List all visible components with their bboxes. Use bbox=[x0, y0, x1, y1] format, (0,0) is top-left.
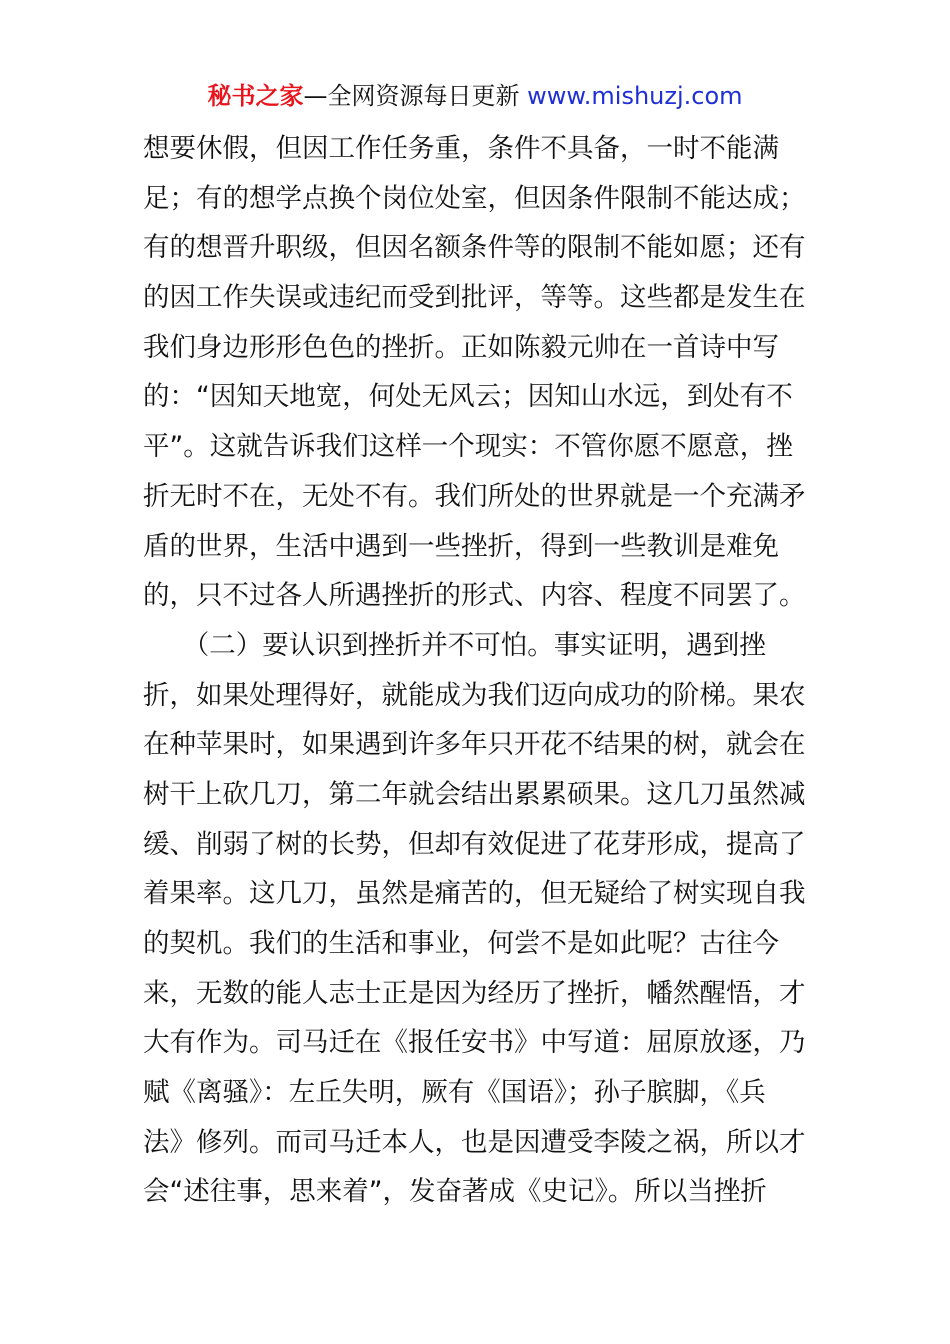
text-line: 在种苹果时，如果遇到许多年只开花不结果的树，就会在 bbox=[143, 729, 806, 761]
text-line: 足；有的想学点换个岗位处室，但因条件限制不能达成； bbox=[143, 182, 806, 214]
text-line: 平”。这就告诉我们这样一个现实：不管你愿不愿意，挫 bbox=[143, 431, 793, 463]
text-line: （二）要认识到挫折并不可怕。事实证明，遇到挫 bbox=[143, 629, 766, 661]
text-line: 盾的世界，生活中遇到一些挫折，得到一些教训是难免 bbox=[143, 530, 779, 562]
text-line: 会“述往事，思来着”，发奋著成《史记》。所以当挫折 bbox=[143, 1176, 767, 1208]
text-line: 赋《离骚》：左丘失明，厥有《国语》；孙子膑脚，《兵 bbox=[143, 1077, 766, 1109]
text-line: 缓、削弱了树的长势，但却有效促进了花芽形成，提高了 bbox=[143, 828, 806, 860]
site-brand: 秘书之家 bbox=[207, 82, 304, 110]
site-tagline: —全网资源每日更新 bbox=[303, 82, 528, 110]
text-line: 着果率。这几刀，虽然是痛苦的，但无疑给了树实现自我 bbox=[143, 878, 806, 910]
text-line: 的，只不过各人所遇挫折的形式、内容、程度不同罢了。 bbox=[143, 580, 806, 612]
text-line: 的契机。我们的生活和事业，何尝不是如此呢？古往今 bbox=[143, 928, 779, 959]
document-body bbox=[143, 124, 823, 1217]
text-line: 大有作为。司马迁在《报任安书》中写道：屈原放逐，乃 bbox=[143, 1027, 806, 1059]
text-line: 折，如果处理得好，就能成为我们迈向成功的阶梯。果农 bbox=[143, 679, 806, 711]
text-line: 有的想晋升职级，但因名额条件等的限制不能如愿；还有 bbox=[143, 232, 806, 264]
text-line: 法》修列。而司马迁本人，也是因遭受李陵之祸，所以才 bbox=[143, 1126, 806, 1158]
page-header bbox=[0, 80, 950, 112]
text-line: 的因工作失误或违纪而受到批评，等等。这些都是发生在 bbox=[143, 282, 806, 314]
text-line: 想要休假，但因工作任务重，条件不具备，一时不能满 bbox=[143, 133, 779, 164]
text-line: 树干上砍几刀，第二年就会结出累累硕果。这几刀虽然减 bbox=[143, 778, 806, 810]
text-line: 我们身边形形色色的挫折。正如陈毅元帅在一首诗中写 bbox=[143, 331, 779, 363]
text-line: 的：“因知天地宽，何处无风云；因知山水远，到处有不 bbox=[143, 381, 793, 413]
text-line: 来，无数的能人志士正是因为经历了挫折，幡然醒悟，才 bbox=[143, 977, 806, 1009]
site-url-link[interactable]: www.mishuzj.com bbox=[527, 82, 743, 110]
text-line: 折无时不在，无处不有。我们所处的世界就是一个充满矛 bbox=[143, 480, 806, 512]
